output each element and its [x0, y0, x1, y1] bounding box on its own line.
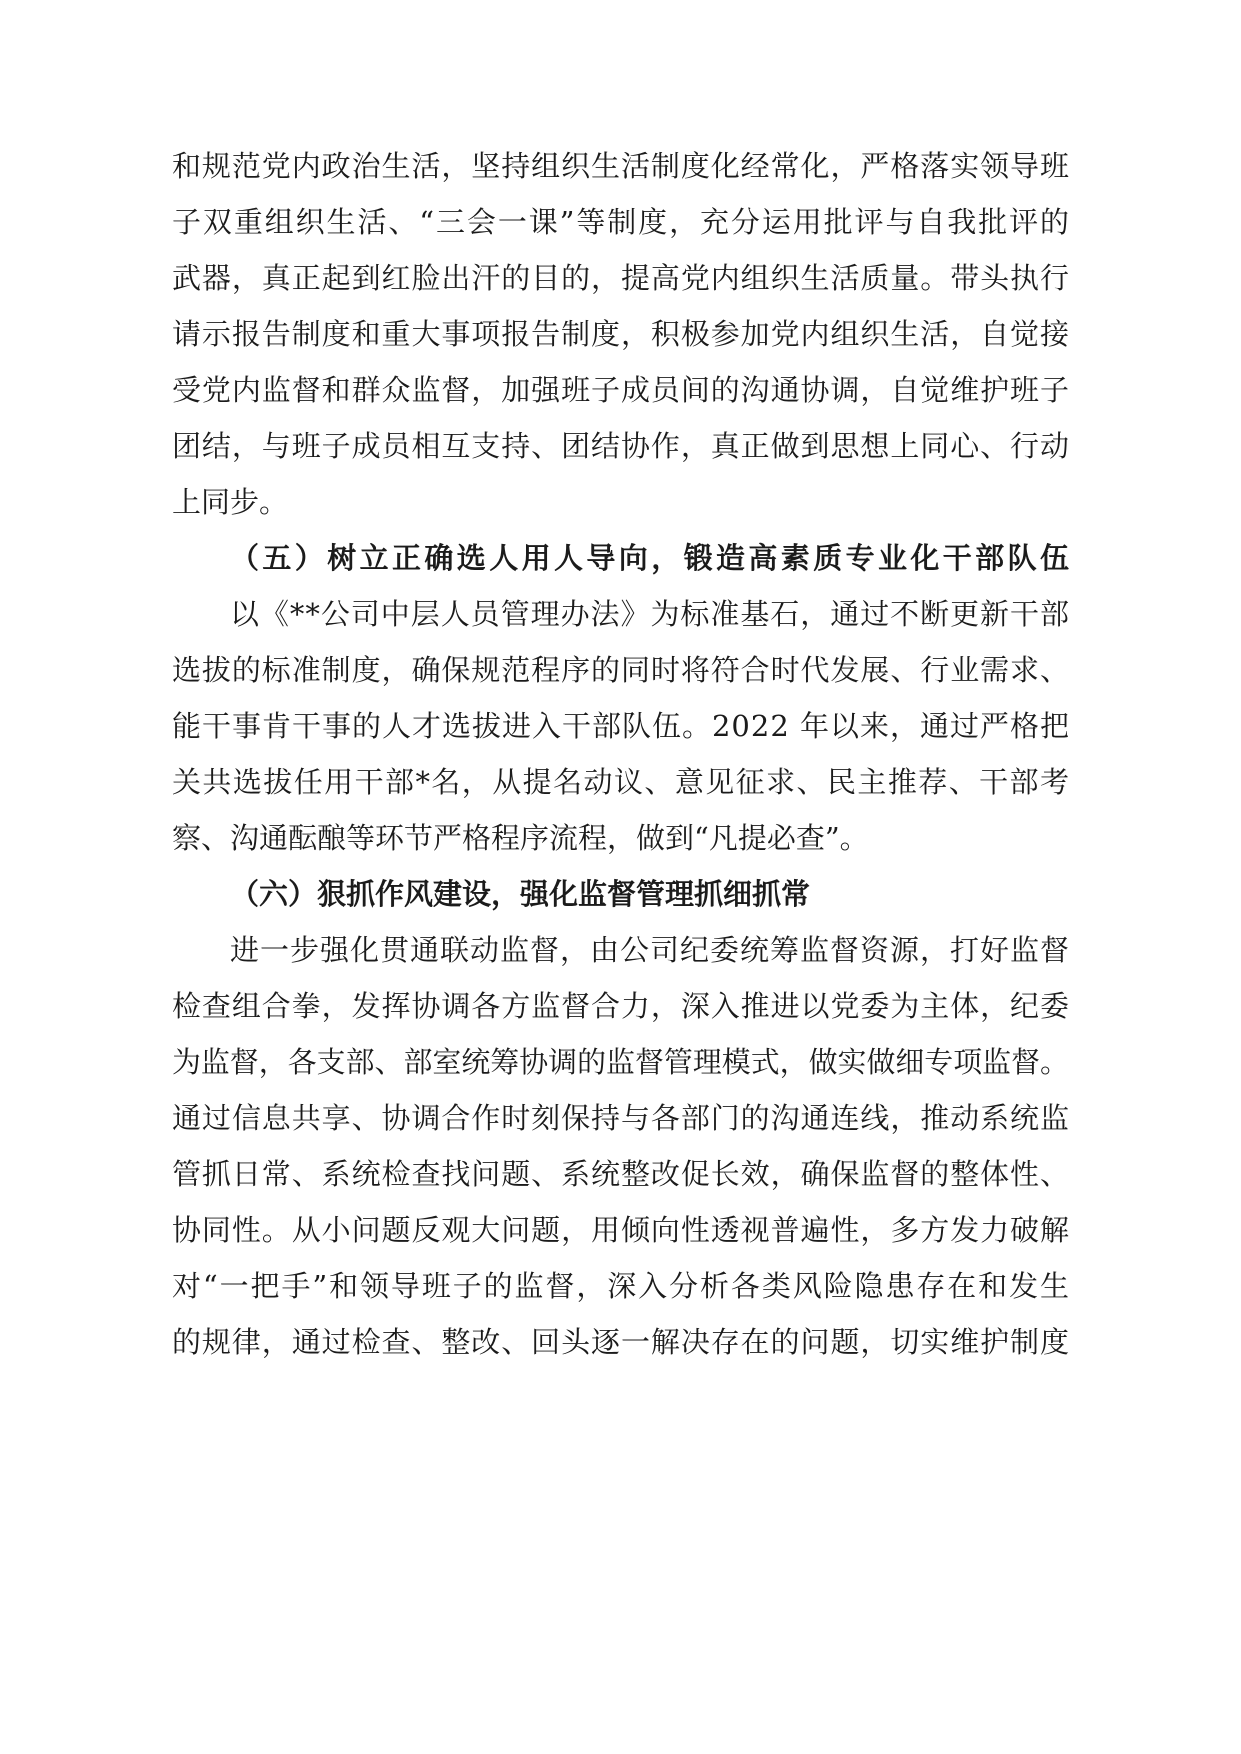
paragraph-text: 协同性。从小问题反观大问题，用倾向性透视普遍性，多方发力破解 — [172, 1213, 1070, 1247]
paragraph-text: 为监督，各支部、部室统筹协调的监督管理模式，做实做细专项监督。 — [172, 1045, 1069, 1079]
paragraph-line — [0, 986, 1241, 1026]
paragraph-text: 和规范党内政治生活，坚持组织生活制度化经常化，严格落实领导班 — [172, 149, 1070, 183]
section-heading-6 — [0, 874, 1241, 914]
paragraph-line — [0, 1098, 1241, 1138]
paragraph-text: 能干事肯干事的人才选拔进入干部队伍。2022 年以来，通过严格把 — [172, 709, 1070, 743]
paragraph-text: 通过信息共享、协调合作时刻保持与各部门的沟通连线，推动系统监 — [172, 1101, 1070, 1135]
paragraph-text: 的规律，通过检查、整改、回头逐一解决存在的问题，切实维护制度 — [172, 1325, 1070, 1359]
paragraph-line — [0, 370, 1241, 410]
paragraph-text: 进一步强化贯通联动监督，由公司纪委统筹监督资源，打好监督 — [230, 933, 1070, 967]
paragraph-line — [0, 146, 1241, 186]
paragraph-text: 关共选拔任用干部*名，从提名动议、意见征求、民主推荐、干部考 — [172, 765, 1071, 799]
paragraph-text: 团结，与班子成员相互支持、团结协作，真正做到思想上同心、行动 — [172, 429, 1070, 463]
paragraph-text: 检查组合拳，发挥协调各方监督合力，深入推进以党委为主体，纪委 — [172, 989, 1070, 1023]
paragraph-text: 子双重组织生活、“三会一课”等制度，充分运用批评与自我批评的 — [172, 205, 1071, 239]
paragraph-text: 管抓日常、系统检查找问题、系统整改促长效，确保监督的整体性、 — [172, 1157, 1070, 1191]
paragraph-line — [0, 202, 1241, 242]
paragraph-line — [0, 258, 1241, 298]
paragraph-line — [0, 482, 1241, 522]
paragraph-line — [0, 706, 1241, 746]
paragraph-line — [0, 1266, 1241, 1306]
paragraph-line — [0, 314, 1241, 354]
paragraph-text: 上同步。 — [172, 485, 289, 519]
paragraph-line — [0, 650, 1241, 690]
heading-text: （五）树立正确选人用人导向，锻造高素质专业化干部队伍 — [230, 541, 1073, 575]
heading-text: （六）狠抓作风建设，强化监督管理抓细抓常 — [230, 877, 811, 911]
paragraph-line — [0, 1154, 1241, 1194]
section-heading-5 — [0, 538, 1241, 578]
paragraph-text: 对“一把手”和领导班子的监督，深入分析各类风险隐患存在和发生 — [172, 1269, 1071, 1303]
paragraph-line — [0, 1322, 1241, 1362]
paragraph-line — [0, 426, 1241, 466]
paragraph-line — [0, 594, 1241, 634]
paragraph-line — [0, 1210, 1241, 1250]
paragraph-text: 以《**公司中层人员管理办法》为标准基石，通过不断更新干部 — [230, 597, 1070, 631]
paragraph-text: 武器，真正起到红脸出汗的目的，提高党内组织生活质量。带头执行 — [172, 261, 1070, 295]
paragraph-text: 察、沟通酝酿等环节严格程序流程，做到“凡提必查”。 — [172, 821, 869, 855]
paragraph-text: 受党内监督和群众监督，加强班子成员间的沟通协调，自觉维护班子 — [172, 373, 1070, 407]
paragraph-line — [0, 818, 1241, 858]
paragraph-line — [0, 1042, 1241, 1082]
paragraph-line — [0, 762, 1241, 802]
paragraph-line — [0, 930, 1241, 970]
paragraph-text: 请示报告制度和重大事项报告制度，积极参加党内组织生活，自觉接 — [172, 317, 1070, 351]
paragraph-text: 选拔的标准制度，确保规范程序的同时将符合时代发展、行业需求、 — [172, 653, 1070, 687]
